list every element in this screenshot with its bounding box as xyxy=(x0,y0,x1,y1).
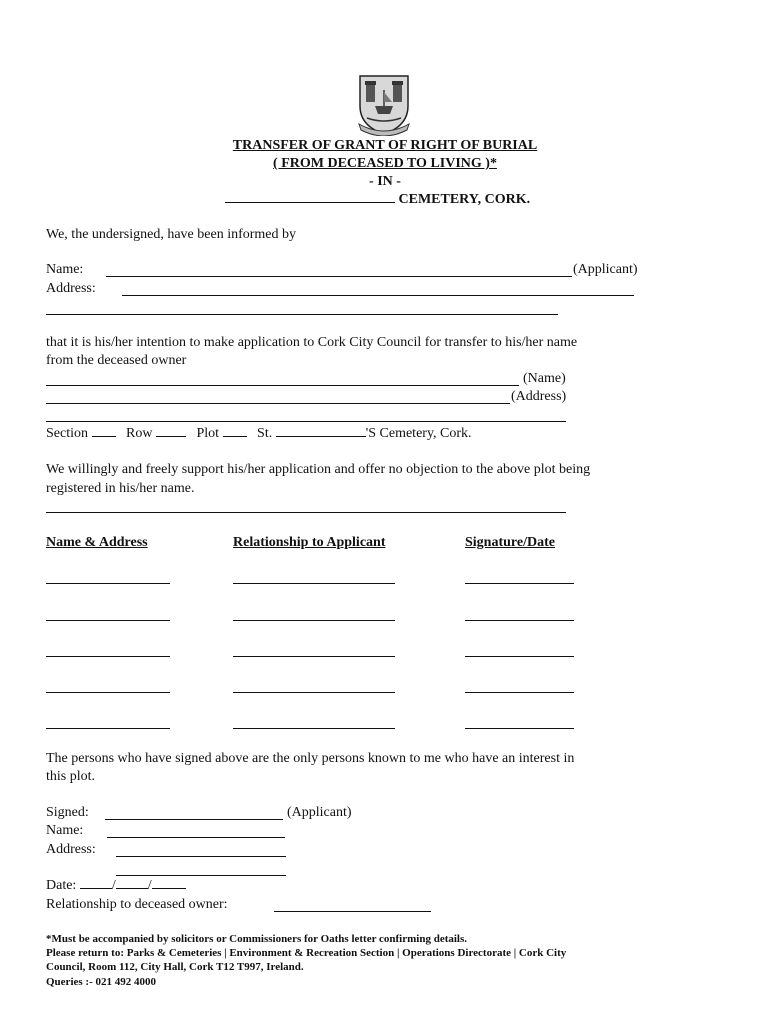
applicant-address-field-1[interactable] xyxy=(122,295,634,296)
row-field[interactable] xyxy=(156,435,186,437)
plot-details-row xyxy=(46,426,472,442)
date-sep-2: / xyxy=(147,878,152,893)
cemetery-name-field[interactable] xyxy=(225,201,395,203)
date-label: Date: xyxy=(46,878,77,893)
row2-signature-field[interactable] xyxy=(465,620,574,621)
applicant-name-label: Name: xyxy=(46,262,84,277)
relationship-field[interactable] xyxy=(274,911,431,912)
col-header-signature-date: Signature/Date xyxy=(465,535,555,550)
row2-relationship-field[interactable] xyxy=(233,620,395,621)
cemetery-title-suffix: CEMETERY, CORK. xyxy=(398,192,531,207)
intro-text: We, the undersigned, have been informed by xyxy=(46,227,297,242)
row1-signature-field[interactable] xyxy=(465,583,574,584)
row-label: Row xyxy=(126,426,153,441)
signoff-address-field-1[interactable] xyxy=(116,856,286,857)
row3-signature-field[interactable] xyxy=(465,656,574,657)
relationship-label: Relationship to deceased owner: xyxy=(46,897,228,912)
row3-relationship-field[interactable] xyxy=(233,656,395,657)
coat-of-arms-icon xyxy=(355,72,413,136)
applicant-suffix: (Applicant) xyxy=(573,262,638,277)
deceased-address-suffix: (Address) xyxy=(511,389,567,404)
deceased-address-field-2[interactable] xyxy=(46,421,566,422)
row1-name-field[interactable] xyxy=(46,583,170,584)
support-divider xyxy=(46,512,566,513)
date-sep-1: / xyxy=(111,878,116,893)
footer-return-1: Please return to: Parks & Cemeteries | Environment & Recreation Section | Operations Directorate | Cork City xyxy=(46,947,567,959)
row5-signature-field[interactable] xyxy=(465,728,574,729)
signed-suffix: (Applicant) xyxy=(287,805,352,820)
date-month-field[interactable] xyxy=(116,887,148,889)
date-year-field[interactable] xyxy=(152,887,186,889)
applicant-address-label: Address: xyxy=(46,281,96,296)
row5-name-field[interactable] xyxy=(46,728,170,729)
signed-label: Signed: xyxy=(46,805,89,820)
footer-return-2: Council, Room 112, City Hall, Cork T12 T997, Ireland. xyxy=(46,961,304,973)
intention-text-2: from the deceased owner xyxy=(46,353,187,368)
deceased-name-suffix: (Name) xyxy=(523,371,566,386)
crest-logo xyxy=(355,72,413,136)
col-header-name-address: Name & Address xyxy=(46,535,148,550)
applicant-name-field[interactable] xyxy=(106,276,572,277)
row1-relationship-field[interactable] xyxy=(233,583,395,584)
row5-relationship-field[interactable] xyxy=(233,728,395,729)
statement-text-1: The persons who have signed above are the only persons known to me who have an interest in xyxy=(46,751,575,766)
col-header-relationship: Relationship to Applicant xyxy=(233,535,386,550)
date-row xyxy=(46,878,186,894)
row4-signature-field[interactable] xyxy=(465,692,574,693)
signoff-address-label: Address: xyxy=(46,842,96,857)
signoff-name-field[interactable] xyxy=(107,837,285,838)
signoff-address-field-2[interactable] xyxy=(116,875,286,876)
cemetery-title-row xyxy=(225,192,530,208)
plot-label: Plot xyxy=(196,426,220,441)
row4-relationship-field[interactable] xyxy=(233,692,395,693)
support-text-1: We willingly and freely support his/her application and offer no objection to the above plot being xyxy=(46,462,591,477)
footer-queries: Queries :- 021 492 4000 xyxy=(46,976,156,988)
applicant-address-field-2[interactable] xyxy=(46,314,558,315)
plot-field[interactable] xyxy=(223,435,247,437)
statement-text-2: this plot. xyxy=(46,769,96,784)
section-field[interactable] xyxy=(92,435,116,437)
st-label: St. xyxy=(257,426,273,441)
form-title: TRANSFER OF GRANT OF RIGHT OF BURIAL xyxy=(232,138,538,153)
row4-name-field[interactable] xyxy=(46,692,170,693)
form-subtitle: ( FROM DECEASED TO LIVING )* xyxy=(273,156,497,171)
deceased-address-field-1[interactable] xyxy=(46,403,510,404)
section-label: Section xyxy=(46,426,88,441)
row3-name-field[interactable] xyxy=(46,656,170,657)
st-field[interactable] xyxy=(276,435,366,437)
signed-field[interactable] xyxy=(105,819,283,820)
signoff-name-label: Name: xyxy=(46,823,84,838)
deceased-name-field[interactable] xyxy=(46,385,519,386)
intention-text-1: that it is his/her intention to make application to Cork City Council for transfer to his/her name xyxy=(46,335,578,350)
form-in-label: - IN - xyxy=(369,174,401,189)
cemetery-suffix: 'S Cemetery, Cork. xyxy=(365,426,472,441)
footer-note: *Must be accompanied by solicitors or Commissioners for Oaths letter confirming details. xyxy=(46,933,468,945)
date-day-field[interactable] xyxy=(80,887,112,889)
row2-name-field[interactable] xyxy=(46,620,170,621)
support-text-2: registered in his/her name. xyxy=(46,481,195,496)
